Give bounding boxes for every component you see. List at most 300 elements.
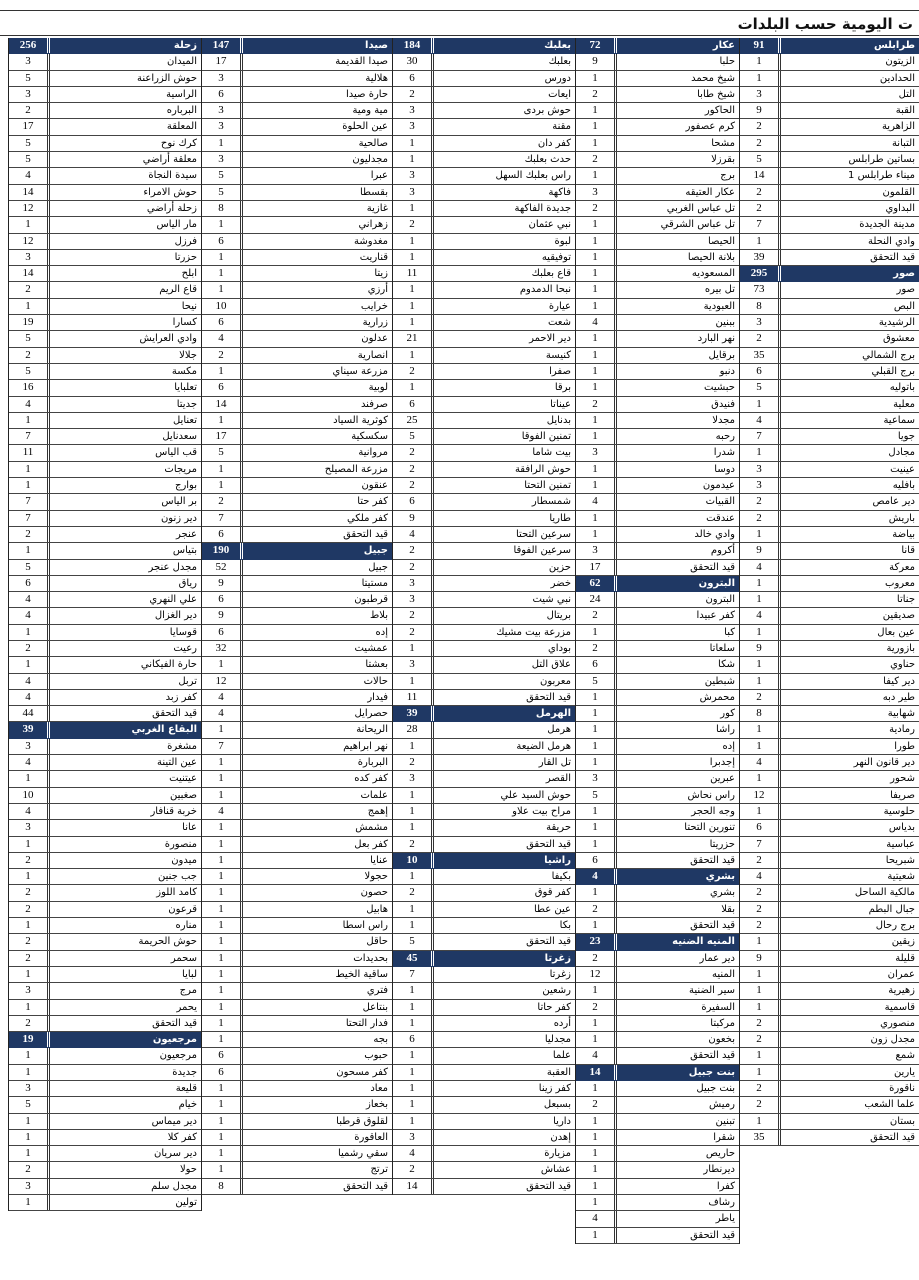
town-name: برقا xyxy=(554,382,571,394)
town-name: معشوق xyxy=(882,333,915,345)
town-count: 1 xyxy=(393,869,434,884)
town-count: 2 xyxy=(576,608,617,623)
town-row xyxy=(9,576,201,592)
town-count: 3 xyxy=(393,103,434,118)
town-row xyxy=(740,54,919,70)
town-count: 1 xyxy=(202,837,243,852)
town-name: القلمون xyxy=(882,186,915,198)
town-row xyxy=(576,445,739,461)
town-name: تبنين xyxy=(715,1115,735,1127)
town-name: معاد xyxy=(370,1083,388,1094)
town-count: 6 xyxy=(576,657,617,672)
town-name: وجه الحجر xyxy=(691,805,735,817)
town-name: علما الشعب xyxy=(864,1099,915,1111)
district-total: 39 xyxy=(9,722,50,737)
town-count: 1 xyxy=(576,282,617,297)
town-row xyxy=(202,560,392,576)
town-row xyxy=(202,1130,392,1146)
town-count: 1 xyxy=(576,413,617,428)
town-name: تل عباس الغربي xyxy=(666,202,735,214)
town-count: 1 xyxy=(740,592,781,607)
town-name: برج رحال xyxy=(875,920,915,932)
town-row xyxy=(393,690,575,706)
town-name: مجدل عنجر xyxy=(148,561,197,573)
town-row xyxy=(202,967,392,983)
town-name: جب جنين xyxy=(157,871,197,883)
town-name: فنيدق xyxy=(711,398,735,410)
town-count: 5 xyxy=(9,152,50,167)
district-total: 39 xyxy=(393,706,434,721)
town-row xyxy=(576,462,739,478)
town-row xyxy=(202,837,392,853)
town-row xyxy=(576,136,739,152)
town-count: 39 xyxy=(740,250,781,265)
town-count: 4 xyxy=(393,527,434,542)
town-row xyxy=(740,462,919,478)
town-name: البص xyxy=(893,300,915,312)
town-row xyxy=(393,1097,575,1113)
town-name: تمنين الفوقا xyxy=(521,431,571,443)
town-count: 1 xyxy=(393,380,434,395)
town-name: حناوي xyxy=(890,659,915,671)
town-count: 2 xyxy=(740,690,781,705)
page-title: ت اليومية حسب البلدات xyxy=(0,10,919,36)
town-name: المسعوديه xyxy=(691,268,735,280)
town-count: 2 xyxy=(576,201,617,216)
town-count: 1 xyxy=(740,1114,781,1129)
town-name: عمران xyxy=(887,968,915,980)
town-row xyxy=(576,152,739,168)
town-count: 2 xyxy=(9,641,50,656)
town-row xyxy=(740,853,919,869)
town-count: 1 xyxy=(202,1130,243,1145)
town-row xyxy=(576,478,739,494)
town-row xyxy=(576,885,739,901)
town-row xyxy=(393,413,575,429)
town-name: قرطبون xyxy=(354,594,388,606)
town-name: مستيتا xyxy=(361,577,388,589)
town-count: 9 xyxy=(202,608,243,623)
town-row xyxy=(393,657,575,673)
town-name: تعنايل xyxy=(172,414,197,426)
town-name: كفر زينا xyxy=(538,1083,571,1094)
town-row xyxy=(740,885,919,901)
town-name: كفر عبيدا xyxy=(696,610,735,622)
town-name: هابيل xyxy=(366,903,388,915)
town-row xyxy=(393,511,575,527)
town-row xyxy=(9,967,201,983)
town-name: ديرنطار xyxy=(703,1164,735,1176)
town-count: 9 xyxy=(740,543,781,558)
town-count: 4 xyxy=(9,397,50,412)
town-row xyxy=(9,152,201,168)
town-name: بقرزلا xyxy=(711,154,735,166)
town-name: منصورة xyxy=(164,838,197,850)
town-name: حوش الحريمة xyxy=(138,936,197,948)
town-count: 1 xyxy=(202,1032,243,1047)
town-row xyxy=(202,511,392,527)
town-name: مزيارة xyxy=(544,1148,571,1160)
town-name: زيقين xyxy=(891,936,915,948)
town-name: مشحا xyxy=(711,137,735,149)
town-count: 14 xyxy=(9,185,50,200)
town-row xyxy=(576,1081,739,1097)
town-count: 8 xyxy=(202,201,243,216)
town-name: برج الشمالي xyxy=(862,349,915,361)
town-name: كفر مسحون xyxy=(336,1066,388,1078)
town-count: 2 xyxy=(740,902,781,917)
town-name: دير عامص xyxy=(872,496,915,508)
town-name: الزيتون xyxy=(885,56,915,68)
town-name: صريفا xyxy=(890,789,915,801)
town-count: 1 xyxy=(393,250,434,265)
town-name: الميدان xyxy=(167,56,197,68)
town-count: 2 xyxy=(740,331,781,346)
town-count: 1 xyxy=(740,445,781,460)
town-name: قوسايا xyxy=(169,626,197,638)
town-count: 1 xyxy=(576,103,617,118)
town-count: 7 xyxy=(740,217,781,232)
town-name: مروانية xyxy=(358,447,388,459)
town-row xyxy=(202,983,392,999)
town-row xyxy=(9,1114,201,1130)
district-name: جبيل xyxy=(363,545,388,557)
town-row xyxy=(576,560,739,576)
town-name: قيد التحقق xyxy=(690,1229,735,1241)
town-name: سير الضنية xyxy=(689,985,735,997)
town-count: 1 xyxy=(393,983,434,998)
town-row xyxy=(576,853,739,869)
town-name: إجدبرا xyxy=(709,757,735,769)
town-name: يحمر xyxy=(176,1001,197,1013)
town-name: بسبعل xyxy=(543,1099,571,1111)
town-name: شحور xyxy=(890,773,915,785)
town-row xyxy=(576,217,739,233)
town-name: سماعية xyxy=(883,414,915,426)
district-total: 256 xyxy=(9,38,50,53)
town-name: هرمل xyxy=(547,724,571,736)
town-count: 5 xyxy=(576,788,617,803)
town-row xyxy=(393,119,575,135)
town-count: 1 xyxy=(740,722,781,737)
town-count: 1 xyxy=(576,1195,617,1210)
town-row xyxy=(393,804,575,820)
town-row xyxy=(9,1146,201,1162)
town-count: 1 xyxy=(202,1097,243,1112)
town-name: نبي عثمان xyxy=(528,219,571,231)
town-count: 3 xyxy=(202,71,243,86)
town-count: 1 xyxy=(9,1130,50,1145)
town-name: بلانة الحيصا xyxy=(687,251,735,263)
town-row xyxy=(9,771,201,787)
town-count: 1 xyxy=(202,136,243,151)
town-name: الحدادين xyxy=(879,72,915,84)
town-row xyxy=(202,771,392,787)
town-row xyxy=(202,641,392,657)
town-row xyxy=(576,71,739,87)
town-count: 2 xyxy=(9,348,50,363)
town-name: لبايا xyxy=(182,968,197,980)
town-row xyxy=(740,608,919,624)
town-row xyxy=(393,331,575,347)
town-name: كفر دان xyxy=(537,137,571,149)
town-name: طورا xyxy=(894,740,915,752)
town-name: مجدل زون xyxy=(870,1034,915,1046)
town-row xyxy=(576,804,739,820)
town-name: بوارج xyxy=(174,480,197,492)
town-row xyxy=(740,934,919,950)
town-count: 6 xyxy=(202,87,243,102)
town-name: كرك نوح xyxy=(160,137,197,149)
town-row xyxy=(576,592,739,608)
town-row xyxy=(393,152,575,168)
town-count: 1 xyxy=(576,1228,617,1243)
town-row xyxy=(576,364,739,380)
town-count: 4 xyxy=(740,608,781,623)
town-count: 32 xyxy=(202,641,243,656)
town-row xyxy=(740,1097,919,1113)
town-row xyxy=(576,397,739,413)
town-count: 1 xyxy=(9,1195,50,1210)
town-row xyxy=(202,87,392,103)
town-name: فيدار xyxy=(367,691,388,703)
town-name: الحيصا xyxy=(707,235,735,247)
town-count: 1 xyxy=(576,168,617,183)
town-row xyxy=(202,625,392,641)
town-name: عنايا xyxy=(370,854,388,866)
town-name: عينيت xyxy=(890,463,915,475)
town-row xyxy=(202,103,392,119)
district-header-row xyxy=(202,38,392,54)
town-row xyxy=(202,657,392,673)
town-row xyxy=(393,397,575,413)
town-count: 2 xyxy=(393,755,434,770)
town-row xyxy=(740,152,919,168)
town-row xyxy=(576,674,739,690)
town-row xyxy=(576,1032,739,1048)
town-name: المعلقة xyxy=(166,121,197,133)
district-total: 62 xyxy=(576,576,617,591)
town-row xyxy=(576,722,739,738)
town-count: 6 xyxy=(740,364,781,379)
town-name: عندقت xyxy=(706,512,735,524)
town-count: 3 xyxy=(393,592,434,607)
town-name: باريش xyxy=(888,512,915,524)
town-name: تل القار xyxy=(538,757,571,769)
town-row xyxy=(202,71,392,87)
town-row xyxy=(393,1081,575,1097)
town-row xyxy=(740,1016,919,1032)
town-name: عين بعال xyxy=(877,626,915,638)
town-row xyxy=(740,282,919,298)
town-row xyxy=(576,543,739,559)
town-row xyxy=(393,1048,575,1064)
town-row xyxy=(9,413,201,429)
town-row xyxy=(740,560,919,576)
town-count: 3 xyxy=(393,185,434,200)
town-row xyxy=(202,331,392,347)
town-count: 5 xyxy=(202,168,243,183)
town-name: علاق التل xyxy=(531,659,571,671)
town-name: طير دبه xyxy=(882,691,915,703)
town-name: دير عمار xyxy=(699,952,735,964)
town-name: قيد التحقق xyxy=(690,561,735,573)
town-count: 1 xyxy=(202,657,243,672)
town-count: 6 xyxy=(576,853,617,868)
town-count: 1 xyxy=(202,755,243,770)
town-row xyxy=(9,54,201,70)
town-count: 1 xyxy=(393,348,434,363)
town-count: 4 xyxy=(202,331,243,346)
town-name: حلوسية xyxy=(883,805,915,817)
town-row xyxy=(9,804,201,820)
town-row xyxy=(202,1179,392,1195)
town-name: ميدون xyxy=(171,854,197,866)
town-count: 1 xyxy=(202,771,243,786)
town-row xyxy=(393,739,575,755)
town-name: حارة الفيكاني xyxy=(140,659,197,671)
town-name: أكروم xyxy=(710,545,735,557)
town-row xyxy=(202,201,392,217)
town-count: 6 xyxy=(393,397,434,412)
town-row xyxy=(202,674,392,690)
town-count: 1 xyxy=(393,820,434,835)
town-name: ناقورة xyxy=(889,1083,915,1094)
town-name: مغدوشة xyxy=(354,235,388,247)
town-name: الزاهرية xyxy=(881,121,915,133)
town-name: كفر حاتا xyxy=(537,1001,571,1013)
town-row xyxy=(9,657,201,673)
town-count: 44 xyxy=(9,706,50,721)
town-count: 1 xyxy=(576,755,617,770)
town-row xyxy=(576,837,739,853)
town-count: 3 xyxy=(576,445,617,460)
town-count: 1 xyxy=(202,869,243,884)
town-name: منصوري xyxy=(880,1017,915,1029)
town-row xyxy=(740,511,919,527)
town-name: عنجر xyxy=(176,528,197,540)
town-row xyxy=(202,250,392,266)
town-count: 2 xyxy=(576,87,617,102)
town-count: 3 xyxy=(576,771,617,786)
town-row xyxy=(202,592,392,608)
town-count: 5 xyxy=(740,380,781,395)
town-row xyxy=(9,445,201,461)
town-name: سقي رشميا xyxy=(337,1148,388,1160)
town-count: 3 xyxy=(576,185,617,200)
town-row xyxy=(202,152,392,168)
town-row xyxy=(740,706,919,722)
town-count: 2 xyxy=(393,885,434,900)
town-name: معروب xyxy=(885,577,915,589)
town-name: شقرا xyxy=(713,1131,735,1143)
district-header-row xyxy=(9,1032,201,1048)
town-name: العاقورة xyxy=(354,1131,388,1143)
town-name: زحلة أراضي xyxy=(146,202,197,214)
town-row xyxy=(576,87,739,103)
town-name: البرباره xyxy=(166,105,197,117)
town-count: 1 xyxy=(393,739,434,754)
town-name: لوبية xyxy=(368,382,388,394)
town-count: 3 xyxy=(9,1081,50,1096)
town-row xyxy=(202,266,392,282)
town-name: مكسة xyxy=(171,365,197,377)
town-name: فرزل xyxy=(174,235,197,247)
town-row xyxy=(393,820,575,836)
town-name: مزرعة بيت مشيك xyxy=(496,626,571,638)
town-name: فاكهة xyxy=(548,186,571,198)
town-count: 1 xyxy=(576,804,617,819)
town-row xyxy=(9,820,201,836)
town-count: 1 xyxy=(740,71,781,86)
town-count: 5 xyxy=(393,934,434,949)
town-count: 1 xyxy=(393,641,434,656)
district-total: 184 xyxy=(393,38,434,53)
town-name: راس نحاش xyxy=(687,789,735,801)
town-row xyxy=(202,1048,392,1064)
town-name: قيد التحقق xyxy=(870,251,915,263)
town-count: 1 xyxy=(576,690,617,705)
town-row xyxy=(393,1130,575,1146)
town-name: بنتاعل xyxy=(362,1001,388,1013)
town-row xyxy=(576,1179,739,1195)
town-name: بتياس xyxy=(172,545,197,557)
town-row xyxy=(393,201,575,217)
town-row xyxy=(9,168,201,184)
town-name: قاسمية xyxy=(884,1001,915,1013)
town-row xyxy=(576,234,739,250)
town-row xyxy=(740,1081,919,1097)
town-name: حوش الزراعنة xyxy=(136,72,197,84)
town-count: 10 xyxy=(202,299,243,314)
town-name: تل بيره xyxy=(704,284,735,296)
town-count: 1 xyxy=(740,771,781,786)
town-count: 17 xyxy=(9,119,50,134)
town-row xyxy=(393,1000,575,1016)
town-count: 1 xyxy=(740,983,781,998)
town-row xyxy=(576,54,739,70)
town-row xyxy=(393,380,575,396)
town-row xyxy=(9,494,201,510)
town-count: 8 xyxy=(740,299,781,314)
town-count: 2 xyxy=(393,608,434,623)
town-name: معلقة أراضي xyxy=(142,154,197,166)
town-count: 25 xyxy=(393,413,434,428)
town-name: الريحانة xyxy=(356,724,388,736)
town-count: 12 xyxy=(202,674,243,689)
town-name: عمشيت xyxy=(354,642,388,654)
town-name: مجدليون xyxy=(352,154,388,166)
town-count: 2 xyxy=(393,625,434,640)
town-row xyxy=(393,71,575,87)
town-name: صرفند xyxy=(360,398,388,410)
town-row xyxy=(740,234,919,250)
town-count: 1 xyxy=(576,625,617,640)
town-row xyxy=(202,1065,392,1081)
district-name: بعلبك xyxy=(544,40,571,51)
town-name: انصارية xyxy=(357,349,388,361)
town-count: 1 xyxy=(576,250,617,265)
town-count: 1 xyxy=(9,217,50,232)
town-name: مشغرة xyxy=(167,740,197,752)
town-row xyxy=(202,934,392,950)
town-row xyxy=(740,837,919,853)
town-count: 3 xyxy=(740,478,781,493)
town-count: 2 xyxy=(740,136,781,151)
town-name: صفرا xyxy=(549,365,571,377)
town-count: 1 xyxy=(576,348,617,363)
town-name: ساقية الخيط xyxy=(335,968,388,980)
